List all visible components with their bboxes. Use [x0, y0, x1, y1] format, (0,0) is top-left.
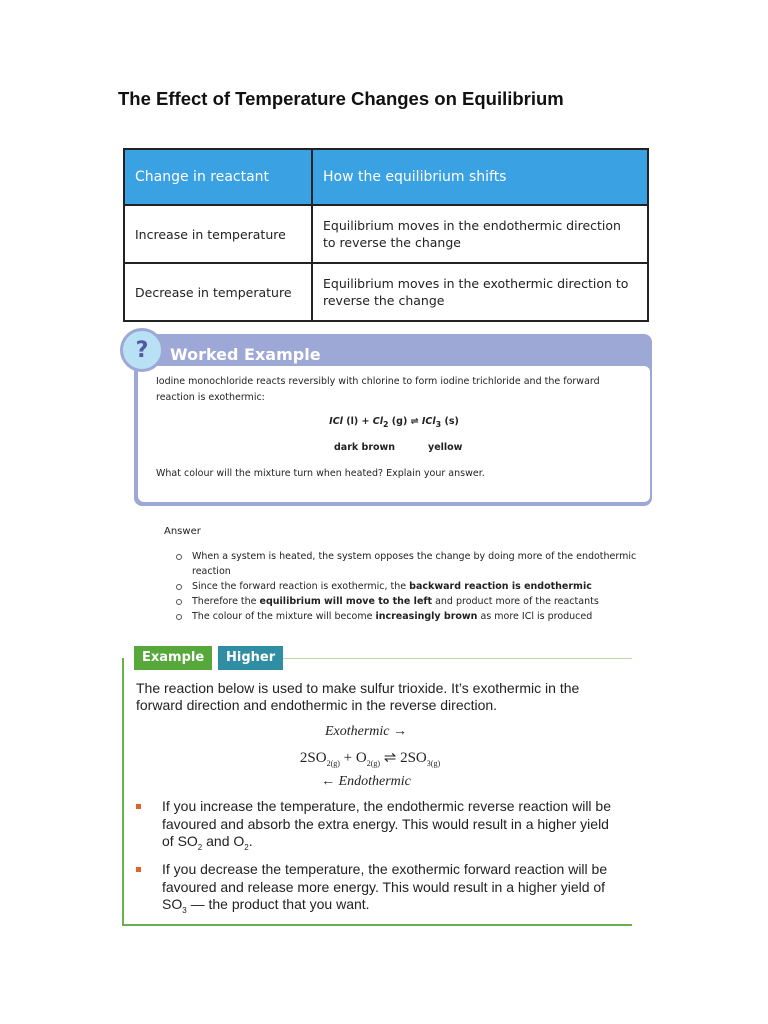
colour-label-dark-brown: dark brown [334, 442, 396, 453]
table-row [124, 205, 648, 263]
sulfur-trioxide-equation: $2SO_{2(g)} + O_{2(g)}$ ⇌ $2SO_{3(g)}$ [299, 750, 441, 768]
answer-list [164, 549, 664, 624]
equilibrium-arrow-icon: ⇌ [380, 750, 401, 766]
example-intro: The reaction below is used to make sulfur trioxide. It’s exothermic in the forward direction and endothermic in the reverse direction. [136, 680, 580, 713]
colour-label-yellow: yellow [428, 442, 463, 453]
worked-example-heading: Worked Example [170, 345, 321, 364]
list-item: If you increase the temperature, the endothermic reverse reaction will be favoured and absorb the extra energy. This would result in a higher yield of $SO_2$ and $O_2$. [134, 798, 614, 856]
higher-tab: Higher [218, 646, 283, 670]
worked-example-equation: ICl $(l) + Cl_2$ (g) ⇌ ICl$_3$ (s) [329, 416, 459, 429]
worked-example-box [134, 334, 652, 506]
answer-title: Answer [164, 526, 201, 537]
example-tab: Example [134, 646, 212, 670]
table-cell-change: Increase in temperature [124, 205, 312, 263]
endothermic-label: ← Endothermic [321, 774, 411, 789]
exothermic-label: Exothermic → [324, 724, 408, 739]
worked-example-body [138, 366, 650, 502]
table-row [124, 263, 648, 321]
table-cell-shift: Equilibrium moves in the exothermic direction to reverse the change [312, 263, 648, 321]
table-header-row [124, 149, 648, 205]
answer-section [164, 526, 664, 624]
list-item: Therefore the equilibrium will move to the left and product more of the reactants [164, 594, 664, 609]
page-title: The Effect of Temperature Changes on Equilibrium [118, 88, 564, 109]
table-header-shift: How the equilibrium shifts [312, 149, 648, 205]
list-item: The colour of the mixture will become increasingly brown as more ICl is produced [164, 609, 664, 624]
question-mark-icon: ? [120, 328, 164, 372]
worked-example-intro: Iodine monochloride reacts reversibly with chlorine to form iodine trichloride and the forward reaction is exothermic: [156, 376, 600, 403]
example-box-top-border [276, 658, 632, 659]
example-bullets [134, 798, 614, 925]
table-cell-change: Decrease in temperature [124, 263, 312, 321]
equilibrium-table [123, 148, 649, 322]
worked-example-question: What colour will the mixture turn when heated? Explain your answer. [156, 468, 485, 479]
equilibrium-arrow-icon: ⇌ [410, 416, 419, 427]
list-item: If you decrease the temperature, the exothermic forward reaction will be favoured and release more energy. This would result in a higher yield of $SO_3$ — the product that you want. [134, 861, 614, 919]
list-item: Since the forward reaction is exothermic, the backward reaction is endothermic [164, 579, 664, 594]
list-item: When a system is heated, the system opposes the change by doing more of the endothermic reaction [164, 549, 664, 579]
table-cell-shift: Equilibrium moves in the endothermic direction to reverse the change [312, 205, 648, 263]
table-header-change: Change in reactant [124, 149, 312, 205]
